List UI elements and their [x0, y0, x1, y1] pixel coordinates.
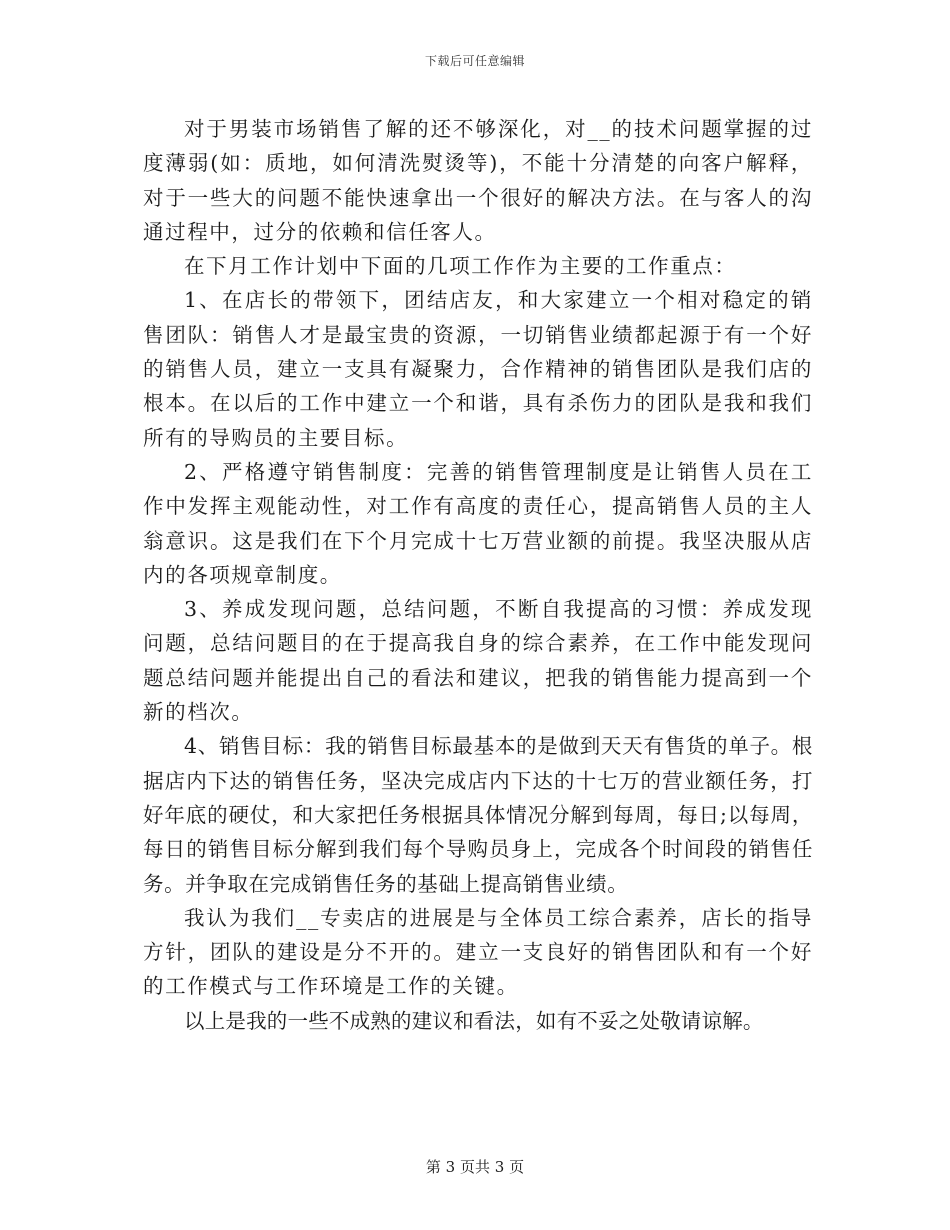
paragraph-4: 2、严格遵守销售制度：完善的销售管理制度是让销售人员在工作中发挥主观能动性，对工作有高度的责任心，提高销售人员的主人翁意识。这是我们在下个月完成十七万营业额的前提。我坚决服从店内的各项规章制度。 — [143, 459, 813, 587]
page-footer: 第 3 页共 3 页 — [425, 1158, 525, 1176]
paragraph-8: 以上是我的一些不成熟的建议和看法，如有不妥之处敬请谅解。 — [184, 1008, 764, 1033]
document-body — [143, 112, 813, 1038]
page-header: 下载后可任意编辑 — [424, 54, 525, 68]
paragraph-3: 1、在店长的带领下，团结店友，和大家建立一个相对稳定的销售团队：销售人才是最宝贵的资源，一切销售业绩都起源于有一个好的销售人员，建立一支具有凝聚力，合作精神的销售团队是我们店的根本。在以后的工作中建立一个和谐，具有杀伤力的团队是我和我们所有的导购员的主要目标。 — [143, 288, 813, 450]
paragraph-5: 3、养成发现问题，总结问题，不断自我提高的习惯：养成发现问题，总结问题目的在于提高我自身的综合素养，在工作中能发现问题总结问题并能提出自己的看法和建议，把我的销售能力提高到一个新的档次。 — [143, 597, 813, 725]
paragraph-1: 对于男装市场销售了解的还不够深化，对__的技术问题掌握的过度薄弱(如：质地，如何清洗熨烫等)，不能十分清楚的向客户解释，对于一些大的问题不能快速拿出一个很好的解决方法。在与客人的沟通过程中，过分的依赖和信任客人。 — [143, 117, 813, 244]
paragraph-7: 我认为我们__专卖店的进展是与全体员工综合素养，店长的指导方针，团队的建设是分不开的。建立一支良好的销售团队和有一个好的工作模式与工作环境是工作的关键。 — [143, 905, 813, 999]
paragraph-2: 在下月工作计划中下面的几项工作作为主要的工作重点： — [184, 254, 737, 279]
paragraph-6: 4、销售目标：我的销售目标最基本的是做到天天有售货的单子。根据店内下达的销售任务，坚决完成店内下达的十七万的营业额任务，打好年底的硬仗，和大家把任务根据具体情况分解到每周，每日;以每周，每日的销售目标分解到我们每个导购员身上，完成各个时间段的销售任务。并争取在完成销售任务的基础上提高销售业绩。 — [143, 734, 813, 896]
